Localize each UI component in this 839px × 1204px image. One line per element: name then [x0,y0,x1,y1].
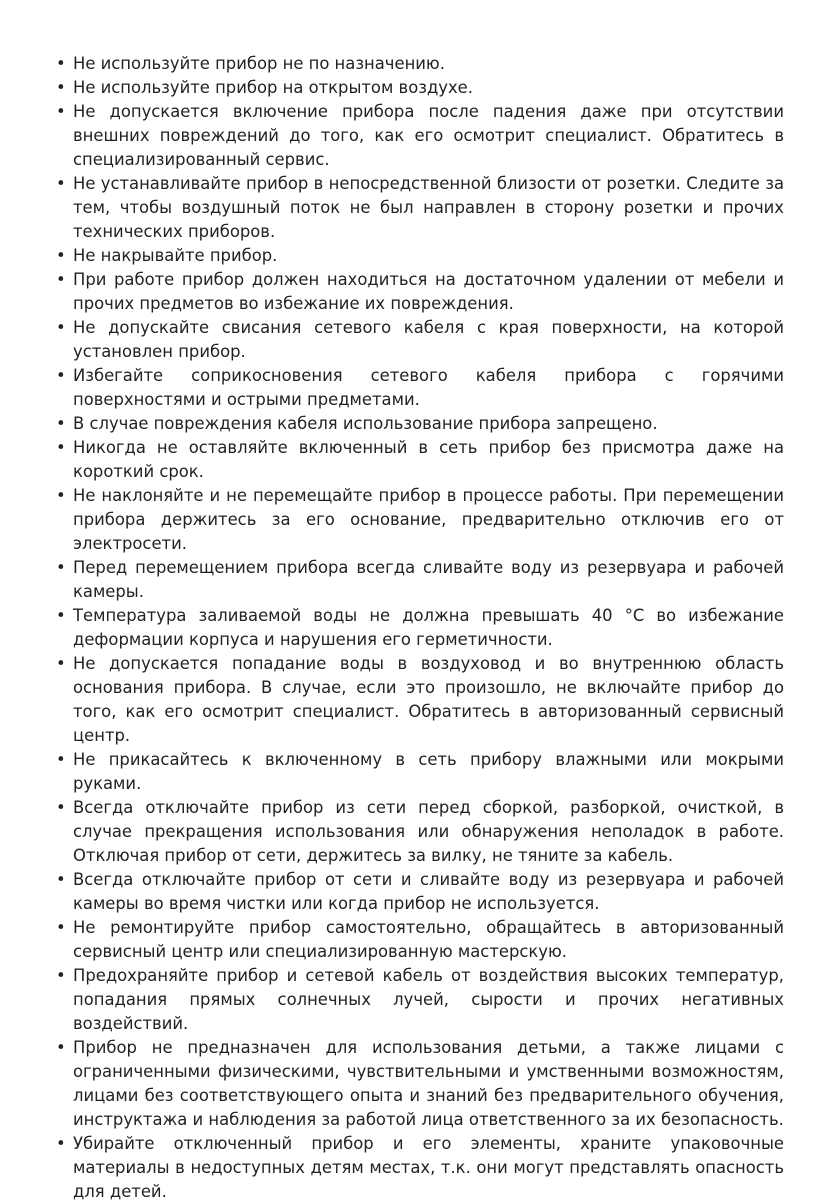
list-item-text: Всегда отключайте прибор от сети и сливайте воду из резервуара и рабочей камеры во время чистки или когда прибор не используется. [73,870,784,913]
bullet-icon: • [56,798,66,817]
list-item [56,100,784,172]
list-item-text: Убирайте отключенный прибор и его элементы, храните упаковочные материалы в недоступных детям местах, т.к. они могут представлять опасность для детей. [73,1134,784,1201]
list-item-text: Никогда не оставляйте включенный в сеть прибор без присмотра даже на короткий срок. [73,438,784,481]
list-item [56,484,784,556]
bullet-icon: • [56,918,66,937]
list-item [56,556,784,604]
bullet-icon: • [56,414,66,433]
list-item-text: Не устанавливайте прибор в непосредственной близости от розетки. Следите за тем, чтобы воздушный поток не был направлен в сторону розетки и прочих технических приборов. [73,174,784,241]
list-item-text: Предохраняйте прибор и сетевой кабель от воздействия высоких температур, попадания прямых солнечных лучей, сырости и прочих негативных воздействий. [73,966,784,1033]
list-item-text: Избегайте соприкосновения сетевого кабеля прибора с горячими поверхностями и острыми предметами. [73,366,784,409]
list-item-text: Не допускается включение прибора после падения даже при отсутствии внешних повреждений до того, как его осмотрит специалист. Обратитесь в специализированный сервис. [73,102,784,169]
list-item-text: Не наклоняйте и не перемещайте прибор в процессе работы. При перемещении прибора держитесь за его основание, предварительно отключив его от электросети. [73,486,784,553]
list-item-text: Не используйте прибор не по назначению. [73,54,445,73]
list-item-text: Не используйте прибор на открытом воздухе. [73,78,473,97]
bullet-icon: • [56,54,66,73]
bullet-icon: • [56,966,66,985]
list-item [56,748,784,796]
list-item [56,964,784,1036]
list-item [56,52,784,76]
list-item-text: Не прикасайтесь к включенному в сеть прибору влажными или мокрыми руками. [73,750,784,793]
list-item [56,316,784,364]
list-item-text: При работе прибор должен находиться на достаточном удалении от мебели и прочих предметов во избежание их повреждения. [73,270,784,313]
list-item-text: Прибор не предназначен для использования детьми, а также лицами с ограниченными физическими, чувствительными и умственными возможностям, лицами без соответствующего опыта и знаний без предварительного обучения, инструктажа и наблюдения за работой лица ответственного за их безопасность. [73,1038,784,1129]
bullet-icon: • [56,654,66,673]
bullet-icon: • [56,558,66,577]
bullet-icon: • [56,174,66,193]
list-item [56,244,784,268]
safety-instructions-list [56,52,784,1204]
bullet-icon: • [56,318,66,337]
bullet-icon: • [56,246,66,265]
list-item [56,796,784,868]
list-item [56,364,784,412]
list-item [56,652,784,748]
list-item [56,436,784,484]
bullet-icon: • [56,486,66,505]
list-item-text: Не накрывайте прибор. [73,246,278,265]
list-item-text: Перед перемещением прибора всегда сливайте воду из резервуара и рабочей камеры. [73,558,784,601]
list-item-text: Температура заливаемой воды не должна превышать 40 °С во избежание деформации корпуса и нарушения его герметичности. [73,606,784,649]
document-page [56,52,784,1204]
list-item [56,916,784,964]
bullet-icon: • [56,606,66,625]
bullet-icon: • [56,102,66,121]
bullet-icon: • [56,78,66,97]
bullet-icon: • [56,750,66,769]
list-item [56,76,784,100]
list-item-text: Всегда отключайте прибор из сети перед сборкой, разборкой, очисткой, в случае прекращения использования или обнаружения неполадок в работе. Отключая прибор от сети, держитесь за вилку, не тяните за кабель. [73,798,784,865]
bullet-icon: • [56,270,66,289]
list-item-text: В случае повреждения кабеля использование прибора запрещено. [73,414,658,433]
list-item [56,268,784,316]
list-item [56,1132,784,1204]
list-item-text: Не ремонтируйте прибор самостоятельно, обращайтесь в авторизованный сервисный центр или специализированную мастерскую. [73,918,784,961]
bullet-icon: • [56,1134,66,1153]
list-item [56,868,784,916]
list-item-text: Не допускайте свисания сетевого кабеля с края поверхности, на которой установлен прибор. [73,318,784,361]
list-item-text: Не допускается попадание воды в воздуховод и во внутреннюю область основания прибора. В случае, если это произошло, не включайте прибор до того, как его осмотрит специалист. Обратитесь в авторизованный сервисный центр. [73,654,784,745]
bullet-icon: • [56,1038,66,1057]
list-item [56,172,784,244]
list-item [56,412,784,436]
bullet-icon: • [56,438,66,457]
list-item [56,1036,784,1132]
bullet-icon: • [56,870,66,889]
bullet-icon: • [56,366,66,385]
list-item [56,604,784,652]
